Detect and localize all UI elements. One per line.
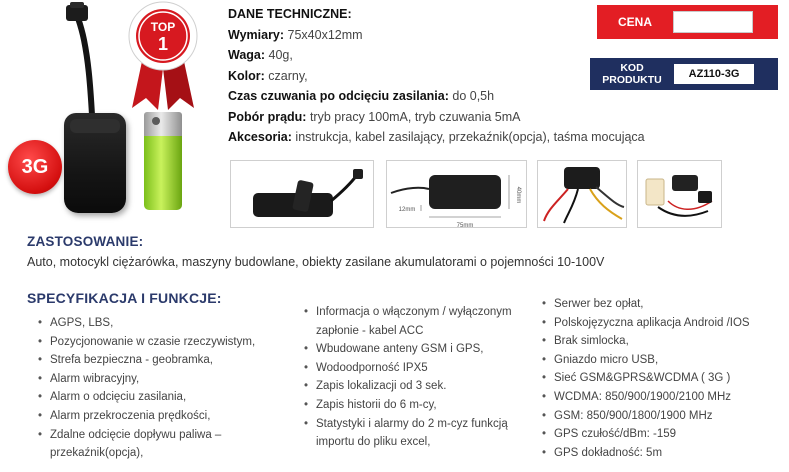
dimension-thickness-label: 12mm — [398, 207, 416, 213]
list-item: • Alarm o odcięciu zasilania, — [37, 388, 287, 407]
thumbnail-device-with-antenna — [230, 160, 374, 228]
thumbnail-accessories — [637, 160, 722, 228]
list-item: • Gniazdo micro USB, — [541, 351, 786, 370]
list-item: • GSM: 850/900/1800/1900 MHz — [541, 407, 786, 426]
spec-list-column-2 — [303, 303, 533, 452]
spec-value: tryb pracy 100mA, tryb czuwania 5mA — [306, 109, 521, 124]
list-item: • Polskojęzyczna aplikacja Android /IOS — [541, 314, 786, 333]
top-1-rosette-icon — [122, 0, 204, 112]
spec-value: do 0,5h — [448, 89, 495, 103]
spec-key: Kolor: — [228, 68, 265, 83]
badge-3g-label: 3G — [21, 155, 49, 178]
top-badge-number: 1 — [157, 34, 169, 54]
dimension-length-label: 75mm — [456, 223, 474, 228]
list-item: • Alarm przekroczenia prędkości, — [37, 407, 287, 426]
list-item: • Statystyki i alarmy do 2 m-cyz funkcją importu do pliku excel, — [303, 415, 528, 452]
list-item: • GPS czułość/dBm: -159 — [541, 425, 786, 444]
size-reference-lighter — [144, 112, 182, 210]
product-hero-image — [0, 0, 225, 225]
product-code-box — [590, 58, 778, 90]
spec-key: Pobór prądu: — [228, 109, 307, 124]
list-item: • WCDMA: 850/900/1900/2100 MHz — [541, 388, 786, 407]
usage-heading: ZASTOSOWANIE: — [27, 234, 144, 249]
thumbnail-device-dimensions — [386, 160, 527, 228]
top-badge-text: TOP — [150, 20, 176, 34]
spec-key: Waga: — [228, 48, 266, 62]
spec-value: czarny, — [264, 68, 308, 83]
product-code-value: AZ110-3G — [674, 64, 754, 84]
price-value — [673, 11, 753, 33]
dimension-height-label: 40mm — [515, 186, 521, 204]
spec-key: Czas czuwania po odcięciu zasilania: — [228, 89, 449, 103]
list-item: • Zapis lokalizacji od 3 sek. — [303, 377, 533, 396]
list-item: • Strefa bezpieczna - geobramka, — [37, 351, 287, 370]
spec-key: Akcesoria: — [228, 130, 292, 144]
list-item: • GPS dokładność: 5m — [541, 444, 786, 463]
gps-tracker-device — [64, 113, 126, 213]
price-box — [597, 5, 778, 39]
list-item: • Informacja o włączonym / wyłączonym zapłonie - kabel ACC — [303, 303, 528, 340]
list-item: • Serwer bez opłat, — [541, 295, 786, 314]
list-item: • Wbudowane anteny GSM i GPS, — [303, 340, 533, 359]
spec-value: 40g, — [265, 48, 293, 62]
list-item: • Sieć GSM&GPRS&WCDMA ( 3G ) — [541, 369, 786, 388]
list-item: • Pozycjonowanie w czasie rzeczywistym, — [37, 333, 287, 352]
price-label: CENA — [617, 15, 652, 29]
list-item: • Alarm wibracyjny, — [37, 370, 287, 389]
spec-value: instrukcja, kabel zasilający, przekaźnik(opcja), taśma mocująca — [291, 130, 645, 144]
spec-row-power — [228, 107, 748, 128]
spec-value: 75x40x12mm — [284, 27, 363, 42]
spec-key: Wymiary: — [228, 27, 285, 42]
list-item: • Zapis historii do 6 m-cy, — [303, 396, 533, 415]
spec-list-column-3 — [541, 295, 786, 462]
spec-heading: SPECYFIKACJA I FUNKCJE: — [27, 290, 222, 306]
spec-row-accessories — [228, 127, 748, 148]
technical-data-heading: DANE TECHNICZNE: — [228, 7, 352, 21]
badge-3g — [8, 140, 62, 194]
product-code-label: KOD PRODUKTU — [602, 62, 662, 86]
thumbnail-device-wiring — [537, 160, 627, 228]
list-item: • Zdalne odcięcie dopływu paliwa – przekaźnik(opcja), — [37, 426, 252, 463]
list-item: • Wodoodporność IPX5 — [303, 359, 533, 378]
spec-list-column-1 — [37, 314, 287, 463]
usage-text: Auto, motocykl ciężarówka, maszyny budowlane, obiekty zasilane akumulatorami o pojemności 10-100V — [27, 255, 605, 269]
list-item: • AGPS, LBS, — [37, 314, 287, 333]
list-item: • Brak simlocka, — [541, 332, 786, 351]
